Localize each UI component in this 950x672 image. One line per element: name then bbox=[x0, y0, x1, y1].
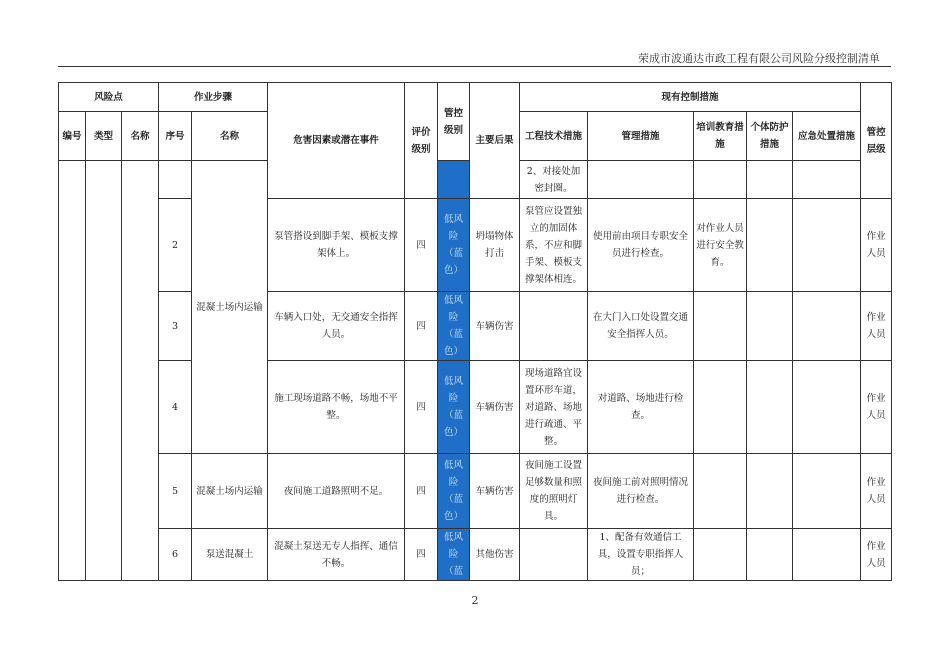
cell-training: 对作业人员进行安全教育。 bbox=[694, 199, 747, 292]
header-seq: 序号 bbox=[159, 112, 192, 161]
header-emergency: 应急处置措施 bbox=[793, 112, 861, 161]
cell-control-level: 低风险（蓝色） bbox=[438, 454, 470, 529]
cell-tech bbox=[520, 529, 588, 581]
cell-tier: 作业人员 bbox=[861, 292, 892, 361]
cell-training bbox=[694, 161, 747, 199]
header-tech: 工程技术措施 bbox=[520, 112, 588, 161]
cell-training bbox=[694, 361, 747, 454]
cell-seq: 2 bbox=[159, 199, 192, 292]
cell-seq bbox=[159, 161, 192, 199]
table-row bbox=[59, 199, 892, 292]
cell-control-level: 低风险（蓝色） bbox=[438, 199, 470, 292]
header-consequence: 主要后果 bbox=[470, 83, 520, 199]
header-id: 编号 bbox=[59, 112, 86, 161]
cell-mgmt: 1、配备有效通信工具，设置专职指挥人员； bbox=[588, 529, 694, 581]
cell-mgmt bbox=[588, 161, 694, 199]
cell-control-level: 低风险（蓝色） bbox=[438, 361, 470, 454]
cell-name bbox=[122, 161, 159, 581]
cell-ppe bbox=[747, 161, 793, 199]
header-training: 培训教育措施 bbox=[694, 112, 747, 161]
cell-eval-level: 四 bbox=[405, 454, 438, 529]
header-step-name: 名称 bbox=[192, 112, 268, 161]
cell-hazard: 混凝土泵送无专人指挥、通信不畅。 bbox=[268, 529, 405, 581]
cell-step-name: 混凝土场内运输 bbox=[192, 161, 268, 454]
cell-control-level: 低风险（蓝 bbox=[438, 529, 470, 581]
page-number: 2 bbox=[471, 594, 479, 607]
cell-tech: 2、对接处加密封圈。 bbox=[520, 161, 588, 199]
cell-step-name: 泵送混凝土 bbox=[192, 529, 268, 581]
cell-emergency bbox=[793, 199, 861, 292]
cell-id bbox=[59, 161, 86, 581]
header-row-1 bbox=[59, 83, 892, 112]
cell-mgmt: 在大门入口处设置交通安全指挥人员。 bbox=[588, 292, 694, 361]
cell-tech bbox=[520, 292, 588, 361]
cell-eval-level: 四 bbox=[405, 529, 438, 581]
cell-training bbox=[694, 529, 747, 581]
cell-mgmt: 对道路、场地进行检查。 bbox=[588, 361, 694, 454]
cell-tier: 作业人员 bbox=[861, 454, 892, 529]
cell-consequence: 车辆伤害 bbox=[470, 361, 520, 454]
cell-training bbox=[694, 454, 747, 529]
cell-seq: 3 bbox=[159, 292, 192, 361]
table-row bbox=[59, 292, 892, 361]
cell-hazard: 泵管搭设到脚手架、模板支撑架体上。 bbox=[268, 199, 405, 292]
cell-eval-level: 四 bbox=[405, 292, 438, 361]
cell-control-level bbox=[438, 161, 470, 199]
cell-eval-level: 四 bbox=[405, 199, 438, 292]
document-title: 荣成市波通达市政工程有限公司风险分级控制清单 bbox=[638, 52, 880, 65]
cell-tech: 泵管应设置独立的加固体系，不应和脚手架、模板支撑架体相连。 bbox=[520, 199, 588, 292]
cell-tier: 作业人员 bbox=[861, 529, 892, 581]
cell-ppe bbox=[747, 454, 793, 529]
header-name: 名称 bbox=[122, 112, 159, 161]
header-control-tier: 管控层级 bbox=[861, 83, 892, 199]
table-row bbox=[59, 454, 892, 529]
cell-emergency bbox=[793, 161, 861, 199]
cell-emergency bbox=[793, 361, 861, 454]
cell-ppe bbox=[747, 199, 793, 292]
cell-hazard: 夜间施工道路照明不足。 bbox=[268, 454, 405, 529]
header-mgmt: 管理措施 bbox=[588, 112, 694, 161]
cell-tech: 夜间施工设置足够数量和照度的照明灯具。 bbox=[520, 454, 588, 529]
cell-consequence: 坍塌物体打击 bbox=[470, 199, 520, 292]
cell-consequence: 车辆伤害 bbox=[470, 454, 520, 529]
cell-mgmt: 夜间施工前对照明情况进行检查。 bbox=[588, 454, 694, 529]
cell-hazard: 施工现场道路不畅，场地不平整。 bbox=[268, 361, 405, 454]
cell-ppe bbox=[747, 292, 793, 361]
header-ppe: 个体防护措施 bbox=[747, 112, 793, 161]
cell-ppe bbox=[747, 361, 793, 454]
cell-seq: 6 bbox=[159, 529, 192, 581]
cell-emergency bbox=[793, 292, 861, 361]
cell-consequence: 车辆伤害 bbox=[470, 292, 520, 361]
cell-ppe bbox=[747, 529, 793, 581]
cell-tier: 作业人员 bbox=[861, 361, 892, 454]
cell-seq: 5 bbox=[159, 454, 192, 529]
header-rule bbox=[58, 66, 891, 67]
cell-control-level: 低风险（蓝色） bbox=[438, 292, 470, 361]
header-work-steps: 作业步骤 bbox=[159, 83, 268, 112]
cell-type bbox=[86, 161, 122, 581]
cell-step-name: 混凝土场内运输 bbox=[192, 454, 268, 529]
risk-control-table bbox=[58, 82, 892, 581]
cell-eval-level: 四 bbox=[405, 361, 438, 454]
header-hazard: 危害因素或潜在事件 bbox=[268, 83, 405, 199]
header-existing-measures: 现有控制措施 bbox=[520, 83, 861, 112]
cell-mgmt: 使用前由项目专职安全员进行检查。 bbox=[588, 199, 694, 292]
cell-training bbox=[694, 292, 747, 361]
header-risk-point: 风险点 bbox=[59, 83, 159, 112]
cell-seq: 4 bbox=[159, 361, 192, 454]
cell-emergency bbox=[793, 529, 861, 581]
header-type: 类型 bbox=[86, 112, 122, 161]
header-eval-level: 评价级别 bbox=[405, 83, 438, 199]
cell-consequence: 其他伤害 bbox=[470, 529, 520, 581]
cell-tech: 现场道路宜设置环形车道，对道路、场地进行疏通、平整。 bbox=[520, 361, 588, 454]
header-control-level: 管控级别 bbox=[438, 83, 470, 161]
cell-emergency bbox=[793, 454, 861, 529]
table-row bbox=[59, 529, 892, 581]
cell-hazard: 车辆入口处，无交通安全指挥人员。 bbox=[268, 292, 405, 361]
cell-tier: 作业人员 bbox=[861, 199, 892, 292]
table-row bbox=[59, 361, 892, 454]
